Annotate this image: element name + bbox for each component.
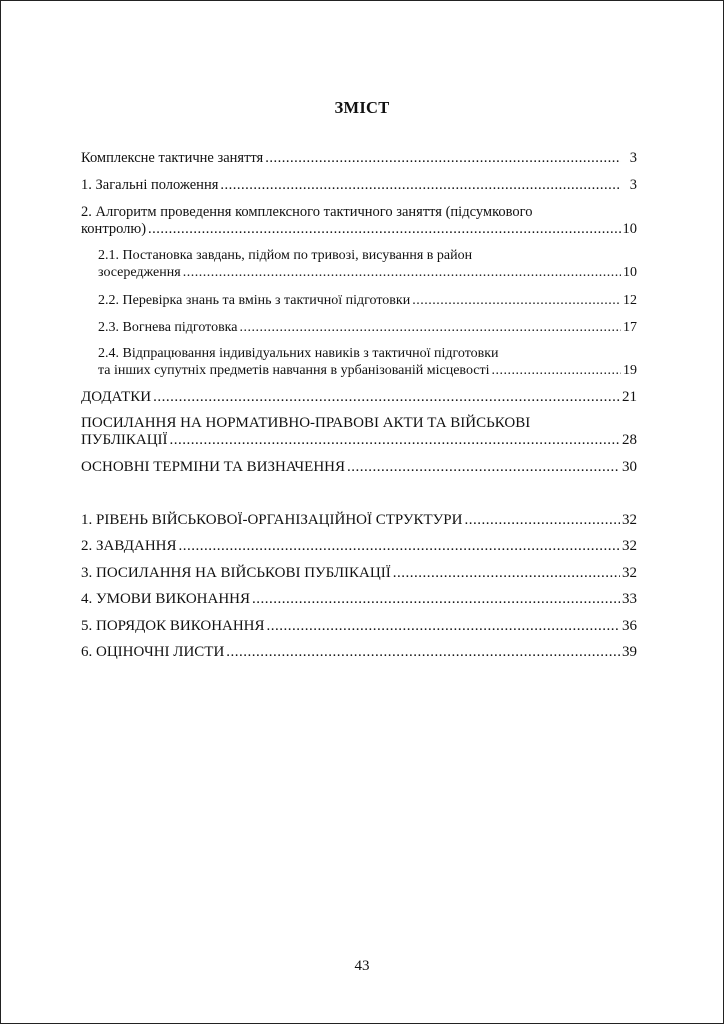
toc-entry[interactable] <box>81 565 637 582</box>
leader-dots <box>393 565 620 582</box>
toc-entry[interactable] <box>81 150 637 167</box>
toc-entry[interactable] <box>81 591 637 608</box>
leader-dots <box>267 618 620 635</box>
toc-entry[interactable] <box>81 538 637 555</box>
toc-entry[interactable] <box>81 204 637 238</box>
toc-entry-page: 17 <box>623 320 637 335</box>
leader-dots <box>252 591 620 608</box>
toc-entry-page: 10 <box>622 221 637 237</box>
toc-entry[interactable] <box>98 247 637 281</box>
toc-entry-title-line1: 2.1. Постановка завдань, підйом по тривозі, висування в район <box>98 248 473 263</box>
toc-entry-title: ДОДАТКИ <box>81 389 152 405</box>
toc-entry[interactable] <box>98 345 637 379</box>
toc-entry[interactable] <box>81 644 637 661</box>
toc-title: ЗМІСТ <box>334 98 390 117</box>
toc-entry-page: 36 <box>622 618 637 634</box>
page-number: 43 <box>354 958 370 974</box>
toc-entry-page: 32 <box>622 565 637 581</box>
leader-dots <box>464 512 620 529</box>
toc-entry[interactable] <box>81 389 637 406</box>
leader-dots <box>347 459 620 476</box>
toc-entry-title: 2.2. Перевірка знань та вмінь з тактичної підготовки <box>98 293 411 308</box>
toc-entry-page: 28 <box>622 432 637 448</box>
toc-entry-title: 2.3. Вогнева підготовка <box>98 320 238 335</box>
toc-entry-title: 1. Загальні положення <box>81 177 219 193</box>
leader-dots <box>148 221 620 238</box>
toc-entry[interactable] <box>81 177 637 194</box>
toc-entry[interactable] <box>81 415 637 449</box>
toc-entry-title: 3. ПОСИЛАННЯ НА ВІЙСЬКОВІ ПУБЛІКАЦІЇ <box>81 565 391 581</box>
toc-entry[interactable] <box>98 292 637 309</box>
toc-entry-title: 4. УМОВИ ВИКОНАННЯ <box>81 591 251 607</box>
toc-entry-page: 10 <box>623 265 637 280</box>
leader-dots <box>412 292 621 309</box>
leader-dots <box>153 389 620 406</box>
toc-entry-title: контролю) <box>81 221 147 237</box>
leader-dots <box>183 264 621 281</box>
toc-entry-title: зосередження <box>98 265 181 280</box>
leader-dots <box>220 177 621 194</box>
toc-entry[interactable] <box>81 618 637 635</box>
leader-dots <box>170 432 620 449</box>
toc-entry-page: 21 <box>622 389 637 405</box>
toc-entry-page: 39 <box>622 644 637 660</box>
toc-entry-page: 3 <box>629 150 637 166</box>
toc-entry-page: 32 <box>622 512 637 528</box>
toc-entry-title: 1. РІВЕНЬ ВІЙСЬКОВОЇ-ОРГАНІЗАЦІЙНОЇ СТРУКТУРИ <box>81 512 463 528</box>
toc-entry-page: 12 <box>623 293 637 308</box>
toc-entry[interactable] <box>81 459 637 476</box>
toc-entry-page: 30 <box>622 459 637 475</box>
toc-entry-title: ПУБЛІКАЦІЇ <box>81 432 168 448</box>
toc-entry-page: 32 <box>622 538 637 554</box>
leader-dots <box>179 538 620 555</box>
leader-dots <box>226 644 620 661</box>
toc-entry-title-line1: 2.4. Відпрацювання індивідуальних навиків з тактичної підготовки <box>98 346 499 361</box>
toc-entry-title: та інших супутніх предметів навчання в урбанізованій місцевості <box>98 363 490 378</box>
leader-dots <box>265 150 621 167</box>
toc-entry-page: 19 <box>623 363 637 378</box>
toc-entry-title: 2. ЗАВДАННЯ <box>81 538 177 554</box>
toc-entry-title: ОСНОВНІ ТЕРМІНИ ТА ВИЗНАЧЕННЯ <box>81 459 346 475</box>
leader-dots <box>240 319 622 336</box>
toc-entry[interactable] <box>98 319 637 336</box>
toc-entry-title: 5. ПОРЯДОК ВИКОНАННЯ <box>81 618 265 634</box>
toc-entry-title: Комплексне тактичне заняття <box>81 150 264 166</box>
toc-entry-page: 3 <box>629 177 637 193</box>
toc-entry-title: 6. ОЦІНОЧНІ ЛИСТИ <box>81 644 225 660</box>
toc-entry-title-line1: 2. Алгоритм проведення комплексного тактичного заняття (підсумкового <box>81 204 533 220</box>
toc-entry-page: 33 <box>622 591 637 607</box>
leader-dots <box>492 362 621 379</box>
toc-entry[interactable] <box>81 512 637 529</box>
toc-entry-title-line1: ПОСИЛАННЯ НА НОРМАТИВНО-ПРАВОВІ АКТИ ТА ВІЙСЬКОВІ <box>81 415 531 431</box>
